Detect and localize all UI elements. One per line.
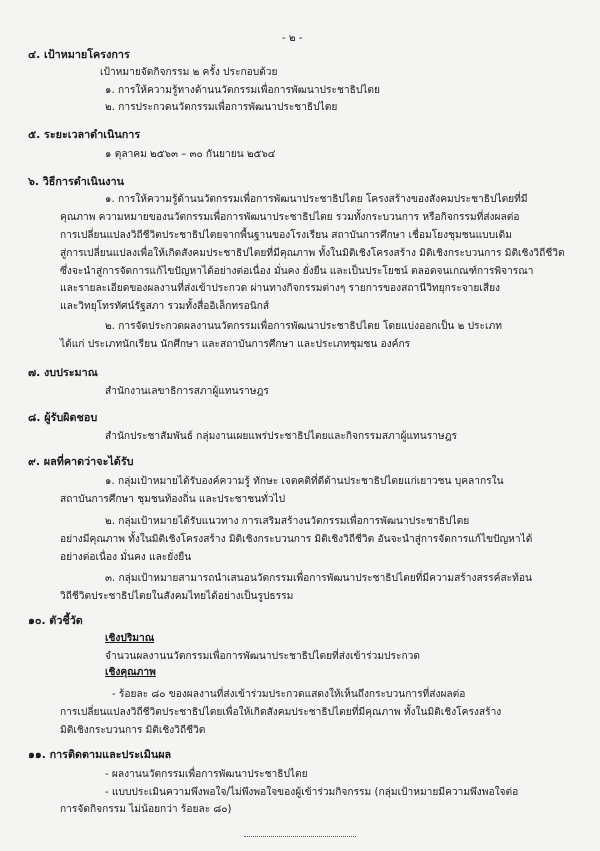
section-4-heading: ๔. เป้าหมายโครงการ bbox=[28, 48, 130, 61]
section-11-item: - แบบประเมินความพึงพอใจ/ไม่พึงพอใจของผู้เข้าร่วมกิจกรรม (กลุ่มเป้าหมายมีความพึงพอใจต่อ bbox=[105, 787, 519, 798]
qualitative-label: เชิงคุณภาพ bbox=[105, 667, 156, 678]
section-11-item: การจัดกิจกรรม ไม่น้อยกว่า ร้อยละ ๘๐) bbox=[60, 804, 232, 815]
section-6-heading: ๖. วิธีการดำเนินงาน bbox=[28, 175, 125, 188]
section-9-p2-line: อย่างต่อเนื่อง มั่นคง และยั่งยืน bbox=[60, 552, 192, 563]
quantitative-label: เชิงปริมาณ bbox=[105, 633, 155, 644]
section-6-p1-line: คุณภาพ ความหมายของนวัตกรรมเพื่อการพัฒนาประชาธิปไตย รวมทั้งกระบวนการ หรือกิจกรรมที่ส่งผลต่อ bbox=[60, 212, 520, 223]
section-11-item: - ผลงานนวัตกรรมเพื่อการพัฒนาประชาธิปไตย bbox=[105, 769, 308, 780]
section-7-text: สำนักงานเลขาธิการสภาผู้แทนราษฎร bbox=[105, 386, 269, 397]
page-number: - ๒ - bbox=[282, 33, 303, 44]
section-8-text: สำนักประชาสัมพันธ์ กลุ่มงานเผยแพร่ประชาธิปไตยและกิจกรรมสภาผู้แทนราษฎร bbox=[105, 431, 457, 442]
qualitative-line: - ร้อยละ ๘๐ ของผลงานที่ส่งเข้าร่วมประกวดแสดงให้เห็นถึงกระบวนการที่ส่งผลต่อ bbox=[112, 689, 466, 700]
section-6-p2-line: ๒. การจัดประกวดผลงานนวัตกรรมเพื่อการพัฒนาประชาธิปไตย โดยแบ่งออกเป็น ๒ ประเภท bbox=[105, 321, 502, 332]
section-4-intro: เป้าหมายจัดกิจกรรม ๒ ครั้ง ประกอบด้วย bbox=[100, 67, 278, 78]
section-6-p2-line: ได้แก่ ประเภทนักเรียน นักศึกษา และสถาบันการศึกษา และประเภทชุมชน องค์กร bbox=[60, 339, 411, 350]
quantitative-text: จำนวนผลงานนวัตกรรมเพื่อการพัฒนาประชาธิปไตยที่ส่งเข้าร่วมประกวด bbox=[105, 651, 420, 662]
section-9-p3-line: ๓. กลุ่มเป้าหมายสามารถนำเสนอนวัตกรรมเพื่อการพัฒนาประชาธิปไตยที่มีความสร้างสรรค์สะท้อน bbox=[105, 573, 532, 584]
section-9-heading: ๙. ผลที่คาดว่าจะได้รับ bbox=[28, 455, 134, 468]
section-9-p2-line: อย่างมีคุณภาพ ทั้งในมิติเชิงโครงสร้าง มิติเชิงกระบวนการ มิติเชิงวิถีชีวิต อันจะนำสู่การจัดการแก้ไขปัญหาได้ bbox=[60, 534, 533, 545]
qualitative-line: มิติเชิงกระบวนการ มิติเชิงวิถีชีวิต bbox=[60, 725, 206, 736]
section-7-heading: ๗. งบประมาณ bbox=[28, 366, 98, 379]
section-10-heading: ๑๐. ตัวชี้วัด bbox=[28, 614, 83, 627]
section-9-p3-line: วิถีชีวิตประชาธิปไตยในสังคมไทยได้อย่างเป็นรูปธรรม bbox=[60, 591, 294, 602]
footer-dotted-line bbox=[244, 836, 356, 837]
section-4-item: ๑. การให้ความรู้ทางด้านนวัตกรรมเพื่อการพัฒนาประชาธิปไตย bbox=[105, 85, 380, 96]
section-8-heading: ๘. ผู้รับผิดชอบ bbox=[28, 411, 98, 424]
qualitative-line: การเปลี่ยนแปลงวิถีชีวิตประชาธิปไตยเพื่อให้เกิดสังคมประชาธิปไตยที่มีคุณภาพ ทั้งในมิติเชิงโครงสร้าง bbox=[60, 707, 502, 718]
section-4-item: ๒. การประกวดนวัตกรรมเพื่อการพัฒนาประชาธิปไตย bbox=[105, 102, 338, 113]
section-9-p2-line: ๒. กลุ่มเป้าหมายได้รับแนวทาง การเสริมสร้างนวัตกรรมเพื่อการพัฒนาประชาธิปไตย bbox=[105, 516, 470, 527]
section-6-p1-line: สู่การเปลี่ยนแปลงเพื่อให้เกิดสังคมประชาธิปไตยที่มีคุณภาพ ทั้งในมิติเชิงโครงสร้าง มิติเชิงกระบวนการ มิติเชิงวิถีชีวิต bbox=[60, 248, 565, 259]
section-9-p1-line: ๑. กลุ่มเป้าหมายได้รับองค์ความรู้ ทักษะ เจตคติที่ดีด้านประชาธิปไตยแก่เยาวชน บุคลากรใน bbox=[105, 476, 504, 487]
section-5-text: ๑ ตุลาคม ๒๕๖๓ – ๓๐ กันยายน ๒๕๖๔ bbox=[105, 149, 276, 160]
section-6-p1-line: และวิทยุโทรทัศน์รัฐสภา รวมทั้งสื่ออิเล็กทรอนิกส์ bbox=[60, 301, 270, 312]
section-11-heading: ๑๑. การติดตามและประเมินผล bbox=[28, 748, 172, 761]
section-9-p1-line: สถาบันการศึกษา ชุมชนท้องถิ่น และประชาชนทั่วไป bbox=[60, 494, 286, 505]
section-6-p1-line: และรายละเอียดของผลงานที่ส่งเข้าประกวด ผ่านทางกิจกรรมต่างๆ รายการของสถานีวิทยุกระจายเสียง bbox=[60, 283, 501, 294]
section-6-p1-line: การเปลี่ยนแปลงวิถีชีวิตประชาธิปไตยจากพื้นฐานของโรงเรียน สถาบันการศึกษา เชื่อมโยงชุมชนแบบเดิม bbox=[60, 230, 512, 241]
section-5-heading: ๕. ระยะเวลาดำเนินการ bbox=[28, 128, 141, 141]
section-6-p1-line: ๑. การให้ความรู้ด้านนวัตกรรมเพื่อการพัฒนาประชาธิปไตย โครงสร้างของสังคมประชาธิปไตยที่มี bbox=[105, 194, 528, 205]
section-6-p1-line: ซึ่งจะนำสู่การจัดการแก้ไขปัญหาได้อย่างต่อเนื่อง มั่นคง ยั่งยืน และเป็นประโยชน์ ตลอดจนเกณฑ์การพิจารณา bbox=[60, 266, 534, 277]
